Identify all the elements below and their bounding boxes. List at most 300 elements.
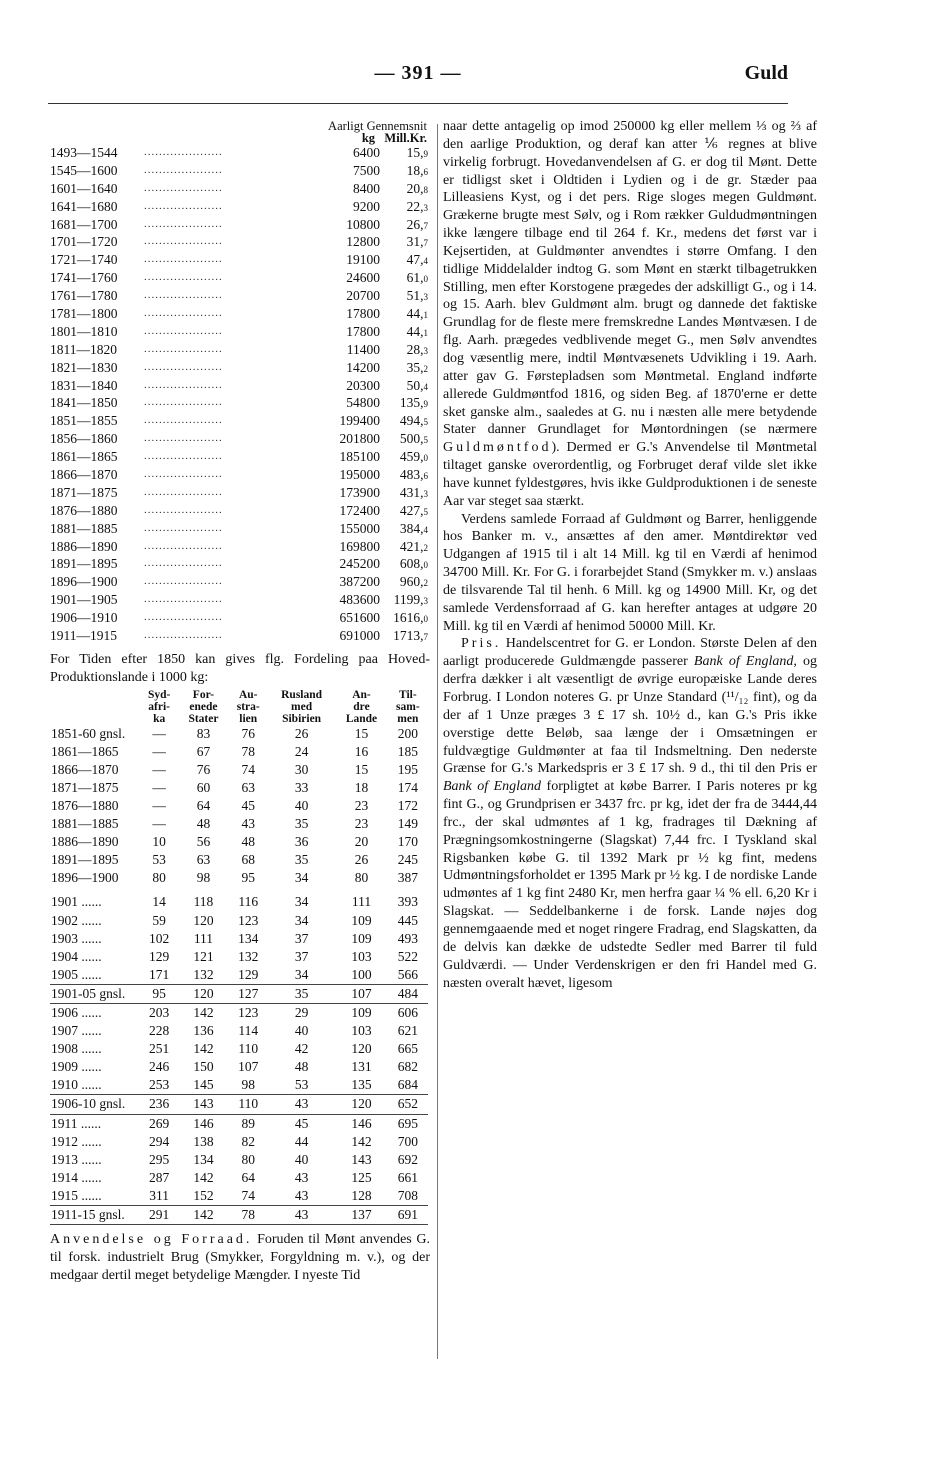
table1-row [50,198,430,216]
table2-cell: 120 [351,1041,372,1057]
table2-row [50,1076,428,1095]
bank-of-england-1: Bank of England [693,654,794,670]
price-lead: Pris. [461,636,502,652]
table2-cell: 695 [397,1115,418,1131]
table2-cell: 1902 ...... [51,912,102,928]
table2-row [50,779,428,797]
table2-header-cell [50,689,140,725]
table2-cell: — [152,816,166,832]
table2-cell: 1911 ...... [51,1115,102,1131]
table2-cell: 682 [397,1059,418,1075]
period-cell: 1881—1885 [50,520,118,536]
table2-cell: 111 [193,930,214,946]
table2-cell: 142 [193,1041,214,1057]
page-number: — 391 — [374,62,462,84]
leader-dots: ..................... [144,557,223,570]
table2-cell: 294 [149,1133,170,1149]
leader-dots: ..................... [144,611,223,624]
table2-cell: 1886—1890 [51,834,119,850]
table2-cell: 484 [388,984,428,1003]
table2-cell: 80 [241,1151,255,1167]
mill-kr-decimal: 4 [423,381,428,392]
table2-cell: 1905 ...... [51,966,102,982]
table2-cell: 246 [149,1059,170,1075]
mill-kr-cell: 26,7 [406,216,428,232]
mill-kr-cell: 135,9 [399,395,428,411]
mill-kr-decimal: 4 [423,524,428,535]
column-divider [437,124,438,1359]
table2-cell: — [152,761,166,777]
kg-cell: 11400 [346,341,380,357]
leader-dots: ..................... [144,271,223,284]
table2-average-row [50,1095,428,1114]
period-cell: 1851—1855 [50,413,118,429]
table1-row [50,233,430,251]
mill-kr-cell: 421,2 [399,538,428,554]
table2-cell: 149 [397,816,418,832]
table1-row [50,538,430,556]
table2-row [50,1058,428,1076]
table2-row [50,1133,428,1151]
table2-cell: 172 [397,797,418,813]
mill-kr-cell: 47,4 [406,252,428,268]
mill-kr-decimal: 2 [423,578,428,589]
mill-kr-cell: 31,7 [406,234,428,250]
table2-cell: 74 [241,761,255,777]
mill-kr-decimal: 5 [423,506,428,517]
table2-cell: 291 [140,1205,178,1224]
table2-cell: 37 [294,948,309,964]
table2-row [50,851,428,869]
header-rule [48,103,788,104]
table2-cell: 60 [196,779,211,795]
period-cell: 1701—1720 [50,234,118,250]
leader-dots: ..................... [144,450,223,463]
leader-dots: ..................... [144,396,223,409]
table1-row [50,627,430,645]
table2-cell: — [152,725,166,741]
mill-kr-cell: 494,5 [399,413,428,429]
table2-cell: 150 [193,1059,214,1075]
table2-cell: 127 [229,984,268,1003]
kg-cell: 9200 [353,198,380,214]
table1-row [50,377,430,395]
period-cell: 1886—1890 [50,538,118,554]
table2-cell: 1904 ...... [51,948,102,964]
period-cell: 1876—1880 [50,502,118,518]
table2-cell: 34 [294,912,309,928]
table2-row [50,761,428,779]
leader-dots: ..................... [144,378,223,391]
mill-kr-decimal: 3 [423,345,428,356]
paragraph-price [443,635,817,992]
mill-kr-cell: 15,9 [406,145,428,160]
kg-cell: 12800 [346,234,380,250]
leader-dots: ..................... [144,342,223,355]
mill-kr-decimal: 0 [423,614,428,625]
kg-cell: 201800 [339,431,380,447]
table2-cell: 493 [397,930,418,946]
p1-spaced-term: Guldmøntfod [443,440,552,456]
paragraph-stock: Verdens samlede Forraad af Guldmønt og Barrer, henliggende hos Banker m. v., ansættes af den amer. Møntdirektør ved Udgangen af 1915 til i alt 14 Mill. kg til en Værdi af henimod 34700 Mill. Kr. For G. i forarbejdet Stand (Smykker m. v.) anslaas de tilsvarende Tal til henh. 6 Mill. kg og 14900 Mill. Kr, og det samlede Verdensforraad af G. kan herefter antages at udgøre 20 Mill. kg til en Værdi af henimod 50000 Mill. Kr. [443,511,817,634]
table2-cell: 387 [397,870,418,886]
table2-cell: 78 [229,1205,268,1224]
kg-cell: 10800 [346,216,380,232]
table1-row [50,394,430,412]
mill-kr-decimal: 1 [423,310,428,321]
table2-cell: 26 [354,852,369,868]
bank-of-england-2: Bank of England [443,779,542,795]
leader-dots: ..................... [144,163,223,176]
leader-dots: ..................... [144,199,223,212]
table2-cell: 129 [149,948,170,964]
table2-row [50,797,428,815]
table1-row [50,609,430,627]
leader-dots: ..................... [144,217,223,230]
table2-cell: 37 [294,930,309,946]
table2-cell: 1903 ...... [51,930,102,946]
table2-cell: 48 [294,1059,309,1075]
table2-cell: 1906-10 gnsl. [50,1095,140,1114]
mill-kr-decimal: 7 [423,238,428,249]
anvendelse-paragraph [50,1231,430,1285]
table2-cell: 64 [196,797,211,813]
mill-kr-decimal: 6 [423,166,428,177]
table2-row [50,1187,428,1206]
table2-cell: 14 [152,894,166,910]
period-cell: 1901—1905 [50,592,118,608]
table2-cell: 1881—1885 [51,816,119,832]
table2-cell: 33 [294,779,309,795]
table2-cell: 195 [397,761,418,777]
table2-cell: 251 [149,1041,170,1057]
mill-kr-cell: 427,5 [399,502,428,518]
table2-cell: 200 [397,725,418,741]
table2-cell: 136 [193,1023,214,1039]
mill-kr-cell: 960,2 [399,574,428,590]
period-cell: 1866—1870 [50,467,118,483]
table2-cell: 95 [241,870,255,886]
table2-cell: 18 [354,779,369,795]
table2-cell: 146 [351,1115,372,1131]
table1-row [50,484,430,502]
mill-kr-decimal: 8 [423,184,428,195]
kg-cell: 691000 [339,628,380,644]
table2-cell: 43 [268,1205,335,1224]
table2-cell: 142 [193,1004,214,1020]
table1-row [50,305,430,323]
table1-header-units: kg Mill.Kr. [361,131,427,145]
table2-cell: 30 [294,761,309,777]
kg-cell: 155000 [339,520,380,536]
period-cell: 1601—1640 [50,180,118,196]
table2-cell: 95 [140,984,178,1003]
table1-row [50,448,430,466]
leader-dots: ..................... [144,521,223,534]
mill-kr-decimal: 9 [423,149,428,159]
table1-row [50,323,430,341]
mill-kr-cell: 35,2 [406,359,428,375]
table2-cell: 35 [294,852,309,868]
table2-cell: 253 [149,1077,170,1093]
leader-dots: ..................... [144,181,223,194]
table2-header-cell: Au- stra- lien [236,688,260,725]
mill-kr-cell: 44,1 [406,306,428,322]
table2-cell: 43 [268,1095,335,1114]
table2-cell: 43 [294,1169,309,1185]
table2-cell: 68 [241,852,255,868]
table2-intro: For Tiden efter 1850 kan gives flg. Fordeling paa Hoved-Produktionslande i 1000 kg: [50,651,430,685]
kg-cell: 195000 [339,467,380,483]
table2-cell: 45 [294,1115,309,1131]
table2-row [50,815,428,833]
table2-cell: 606 [397,1004,418,1020]
table2-row [50,1151,428,1169]
table1-header-title: Aarligt Gennemsnit [328,119,427,133]
table2-cell: 56 [196,834,211,850]
table2-cell: 109 [351,912,372,928]
price-text-b: , og derfra dækker i alt væsentligt de øvrige europæiske Lande deres Forbrug. I London noteres G. pr Unze Standard (¹¹/₁₂ fint), og da der af 1 Unze præges 3 £ 17 sh. 10½ d., kan G.'s Pris ikke overstige dette Beløb, saa længe der i Omsætningen er fuldvægtige Guldmønter at faa til Indsmeltning. Den nederste Grænse for G.'s Markedspris er 3 £ 17 sh. 9 d., thi til den Pris er [443,654,818,777]
mill-kr-decimal: 5 [423,417,428,428]
mill-kr-cell: 61,0 [406,270,428,286]
table2-cell: 120 [335,1095,387,1114]
table2-cell: 132 [193,966,214,982]
table2-cell: 34 [294,870,309,886]
table1-row [50,251,430,269]
kg-cell: 19100 [346,252,380,268]
table2-cell: 684 [397,1077,418,1093]
table2-cell: 152 [193,1187,214,1203]
table2-cell: 15 [354,761,369,777]
right-column [443,118,817,992]
kg-cell: 17800 [346,306,380,322]
table2-cell: 107 [335,984,387,1003]
period-cell: 1641—1680 [50,198,118,214]
price-text-a: Handelscentret for G. er London. Største Delen af den aarligt producerede Guldmængde passerer [443,636,817,670]
leader-dots: ..................... [144,289,223,302]
table2-cell: 137 [335,1205,387,1224]
kg-cell: 483600 [339,592,380,608]
table2-cell: 80 [354,870,369,886]
table2-cell: 1871—1875 [51,779,119,795]
table2-header-cell: An- dre Lande [345,688,378,725]
table2-body [50,725,428,1225]
table2-cell: 661 [397,1169,418,1185]
table2-header-cell: For- enede Stater [188,688,219,725]
kg-cell: 17800 [346,323,380,339]
table1-row [50,412,430,430]
kg-cell: 20300 [346,377,380,393]
table2-cell: 103 [351,1023,372,1039]
table2-cell: 652 [388,1095,428,1114]
mill-kr-cell: 28,3 [406,341,428,357]
mill-kr-decimal: 0 [423,274,428,285]
table2-cell: 1914 ...... [51,1169,102,1185]
table2-cell: 35 [294,816,309,832]
table2-cell: 295 [149,1151,170,1167]
table2-cell: 269 [149,1115,170,1131]
table2-cell: 110 [229,1095,268,1114]
table2-cell: 23 [354,797,369,813]
table2-cell: 40 [294,1023,309,1039]
table2-cell: 143 [351,1151,372,1167]
table2-cell: 228 [149,1023,170,1039]
table2-cell: — [152,743,166,759]
table2-row [50,869,428,887]
mill-kr-cell: 483,6 [399,467,428,483]
period-cell: 1841—1850 [50,395,118,411]
table2-cell: 691 [388,1205,428,1224]
table2-cell: 98 [196,870,211,886]
table2-cell: 67 [196,743,211,759]
table2-cell: 245 [397,852,418,868]
table1-row [50,341,430,359]
table2-cell: 23 [354,816,369,832]
mill-kr-cell: 22,3 [406,198,428,214]
kg-cell: 14200 [346,359,380,375]
left-column [50,120,430,1285]
table2-cell: 665 [397,1041,418,1057]
table1-row [50,144,430,162]
table1-row [50,269,430,287]
period-cell: 1896—1900 [50,574,118,590]
kg-cell: 199400 [339,413,380,429]
table2-cell: 34 [294,966,309,982]
table2-cell: 44 [294,1133,309,1149]
leader-dots: ..................... [144,539,223,552]
mill-kr-cell: 18,6 [406,162,428,178]
table2-cell: 142 [193,1169,214,1185]
table2-cell: 1901 ...... [51,894,102,910]
period-cell: 1811—1820 [50,341,117,357]
table2-cell: 203 [149,1004,170,1020]
table2-cell: 89 [241,1115,255,1131]
table1-row [50,162,430,180]
production-table [50,689,428,1226]
leader-dots: ..................... [144,414,223,427]
period-cell: 1831—1840 [50,377,118,393]
price-text-c: forpligtet at købe Barrer. I Paris noteres pr kg fint G., og Grundprisen er 3437 frc. pr kg, idet der fra de 3444,44 frc., der skal udmøntes af 1 kg, fradrages til Dækning af Prægningsomkostningerne (Slagskat) 7,44 frc. I Tyskland skal Rigsbanken købe G. til 1392 Mark pr ½ kg fint, medens Udmøntningsforholdet er 1395 Mark pr ½ kg. I de nordiske Lande udmøntes af 1 kg fint 2480 Kr, men herfra gaar ¼ % ell. 6,20 Kr i Slagskat. — Seddelbankerne i de forsk. Lande nøjes dog gennemgaaende med et noget ringere Fradrag, end Slagskatten, da de delvis kan dække de udstedte Sedler med Barrer til fuld Guldværdi. — Under Verdenskrigen er den fri Handel med G. næsten overalt hævet, ligesom [443,779,817,991]
table2-row [50,833,428,851]
mill-kr-decimal: 2 [423,542,428,553]
table2-cell: 74 [241,1187,255,1203]
kg-cell: 651600 [339,610,380,626]
kg-cell: 185100 [339,449,380,465]
kg-cell: 245200 [339,556,380,572]
table2-cell: 110 [238,1041,259,1057]
table2-cell: 134 [193,1151,214,1167]
table2-cell: 143 [178,1095,228,1114]
mill-kr-decimal: 6 [423,471,428,482]
table2-cell: 566 [397,966,418,982]
mill-kr-cell: 500,5 [399,431,428,447]
mill-kr-decimal: 1 [423,327,428,338]
table2-cell: 40 [294,797,309,813]
table2-cell: 1912 ...... [51,1133,102,1149]
table1-row [50,287,430,305]
table2-cell: 26 [294,725,309,741]
mill-kr-decimal: 7 [423,220,428,231]
running-head: Guld [744,62,788,84]
period-cell: 1906—1910 [50,610,118,626]
leader-dots: ..................... [144,485,223,498]
table1-header [50,120,430,144]
table2-cell: — [152,779,166,795]
kg-cell: 7500 [353,162,380,178]
period-cell: 1861—1865 [50,449,118,465]
table2-cell: 63 [196,852,211,868]
kg-cell: 24600 [346,270,380,286]
table2-cell: 1861—1865 [51,743,119,759]
leader-dots: ..................... [144,146,223,158]
table2-cell: 135 [351,1077,372,1093]
kg-cell: 173900 [339,484,380,500]
anvendelse-text: Foruden til Mønt anvendes G. til forsk. industrielt Brug (Smykker, Forgyldning m. v.), og der medgaar dertil meget betydelige Mængder. I nyeste Tid [50,1232,430,1283]
table2-row [50,1022,428,1040]
table2-cell: 1896—1900 [51,870,119,886]
mill-kr-cell: 431,3 [399,484,428,500]
table2-cell: 174 [397,779,418,795]
table2-cell: 1909 ...... [51,1059,102,1075]
period-cell: 1721—1740 [50,252,118,268]
table1-row [50,430,430,448]
table2-cell: 82 [241,1133,255,1149]
table2-cell: 311 [149,1187,170,1203]
table2-cell: 109 [351,1004,372,1020]
table2-cell: 29 [294,1004,309,1020]
mill-kr-decimal: 3 [423,202,428,213]
table2-cell: 15 [354,725,369,741]
table2-cell: 40 [294,1151,309,1167]
mill-kr-decimal: 5 [423,435,428,446]
table2-cell: 100 [351,966,372,982]
table2-row [50,725,428,743]
table2-cell: 236 [140,1095,178,1114]
table2-cell: 145 [193,1077,214,1093]
table2-cell: 134 [238,930,259,946]
mill-kr-cell: 44,1 [406,323,428,339]
table2-cell: 1911-15 gnsl. [50,1205,140,1224]
period-cell: 1493—1544 [50,145,118,160]
anvendelse-lead: Anvendelse og Forraad. [50,1232,253,1248]
kg-cell: 8400 [353,180,380,196]
table2-cell: 42 [294,1041,309,1057]
period-cell: 1761—1780 [50,288,118,304]
table2-row [50,911,428,929]
table2-cell: 53 [294,1077,309,1093]
table2-cell: 76 [241,725,255,741]
leader-dots: ..................... [144,629,223,642]
mill-kr-decimal: 2 [423,363,428,374]
leader-dots: ..................... [144,432,223,445]
page-header [48,62,788,96]
period-cell: 1871—1875 [50,484,118,500]
table2-cell: 125 [351,1169,372,1185]
kg-cell: 6400 [353,145,380,160]
table2-row [50,1114,428,1133]
table2-cell: 692 [397,1151,418,1167]
table2-cell: 16 [354,743,369,759]
table2-cell: 102 [149,930,170,946]
mill-kr-decimal: 3 [423,292,428,303]
table2-average-row [50,984,428,1003]
table2-cell: 708 [397,1187,418,1203]
mill-kr-cell: 1713,7 [393,628,428,644]
table2-cell: 109 [351,930,372,946]
table2-cell: 171 [149,966,170,982]
p1-end: ). Dermed er G.'s Anvendelse til Møntmetal tiltaget ganske overordentlig, og Forbruget deraf vilde slet ikke have kunnet fyldestgøres, hvis ikke Guldproduktionen i de seneste Aar var steget saa stærkt. [443,440,817,509]
table2-cell: 35 [268,984,335,1003]
